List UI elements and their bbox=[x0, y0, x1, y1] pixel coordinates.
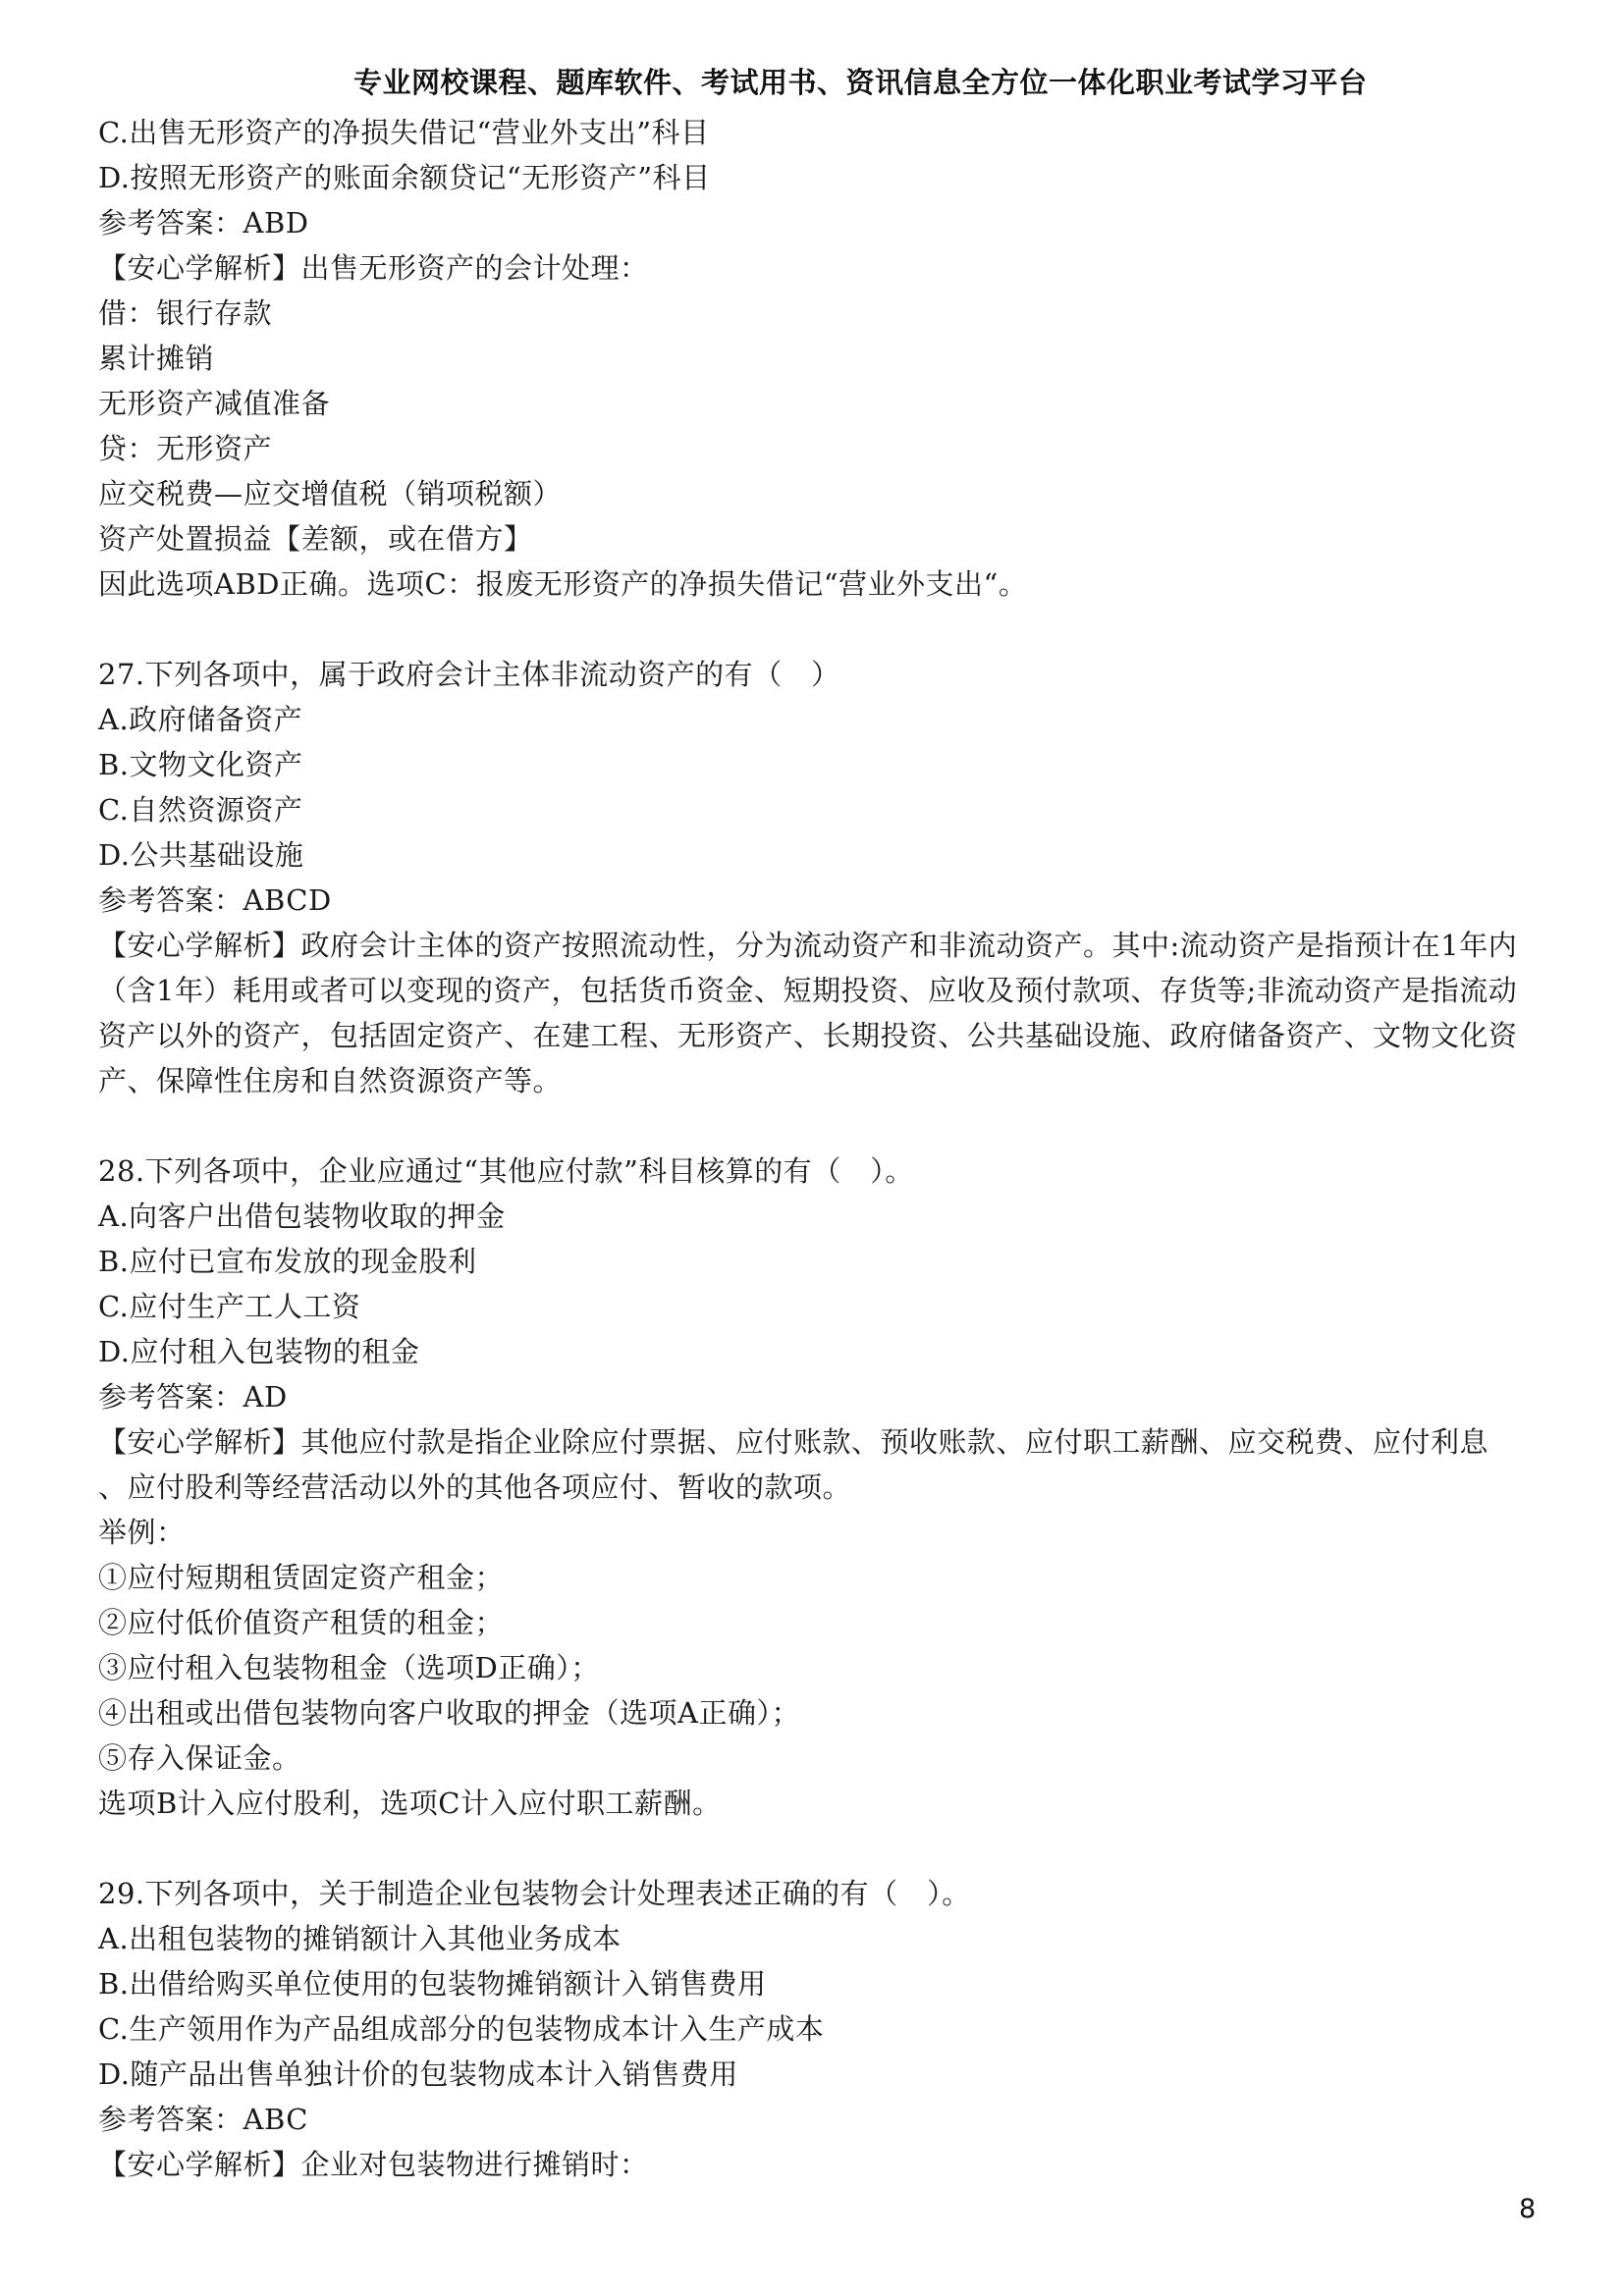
question-stem: 28.下列各项中，企业应通过“其他应付款”科目核算的有（ ）。 bbox=[98, 1154, 914, 1188]
example-item: ③应付租入包装物租金（选项D正确）； bbox=[98, 1651, 600, 1684]
example-note: 选项B计入应付股利，选项C计入应付职工薪酬。 bbox=[98, 1787, 722, 1820]
option-c: C.生产领用作为产品组成部分的包装物成本计入生产成本 bbox=[98, 2012, 825, 2046]
question-stem: 29.下列各项中，关于制造企业包装物会计处理表述正确的有（ ）。 bbox=[98, 1877, 971, 1910]
option-d: D.按照无形资产的账面余额贷记“无形资产”科目 bbox=[98, 161, 711, 194]
example-item: ④出租或出借包装物向客户收取的押金（选项A正确）； bbox=[98, 1696, 800, 1730]
question-29 bbox=[98, 1871, 1522, 2187]
option-d: D.应付租入包装物的租金 bbox=[98, 1335, 420, 1368]
question-28 bbox=[98, 1148, 1522, 1826]
answer: 参考答案：AD bbox=[98, 1380, 288, 1414]
question-27 bbox=[98, 652, 1522, 1103]
analysis: 【安心学解析】其他应付款是指企业除应付票据、应付账款、预收账款、应付职工薪酬、应交税费、应付利息 、应付股利等经营活动以外的其他各项应付、暂收的款项。 bbox=[98, 1425, 1489, 1504]
journal-line: 贷：无形资产 bbox=[98, 432, 273, 465]
question-26-continuation bbox=[98, 110, 1522, 607]
journal-line: 无形资产减值准备 bbox=[98, 387, 331, 420]
answer: 参考答案：ABC bbox=[98, 2103, 308, 2136]
example-item: ⑤存入保证金。 bbox=[98, 1741, 301, 1775]
conclusion: 因此选项ABD正确。选项C：报废无形资产的净损失借记“营业外支出“。 bbox=[98, 567, 1028, 601]
answer: 参考答案：ABCD bbox=[98, 883, 332, 917]
option-d: D.随产品出售单独计价的包装物成本计入销售费用 bbox=[98, 2057, 738, 2091]
option-a: A.政府储备资产 bbox=[98, 703, 303, 736]
spacer bbox=[98, 1103, 1522, 1148]
example-heading: 举例： bbox=[98, 1516, 186, 1549]
option-a: A.向客户出借包装物收取的押金 bbox=[98, 1200, 506, 1233]
option-c: C.自然资源资产 bbox=[98, 793, 303, 827]
journal-line: 资产处置损益【差额，或在借方】 bbox=[98, 522, 533, 556]
option-b: B.出借给购买单位使用的包装物摊销额计入销售费用 bbox=[98, 1967, 767, 2001]
journal-line: 累计摊销 bbox=[98, 342, 215, 375]
answer: 参考答案：ABD bbox=[98, 206, 309, 240]
question-stem: 27.下列各项中，属于政府会计主体非流动资产的有（ ） bbox=[98, 658, 840, 691]
option-a: A.出租包装物的摊销额计入其他业务成本 bbox=[98, 1922, 622, 1955]
option-d: D.公共基础设施 bbox=[98, 838, 304, 872]
journal-line: 应交税费—应交增值税（销项税额） bbox=[98, 477, 563, 510]
analysis: 【安心学解析】政府会计主体的资产按照流动性，分为流动资产和非流动资产。其中:流动资产是指预计在1年内（含1年）耗用或者可以变现的资产，包括货币资金、短期投资、应收及预付款项、存货等;非流动资产是指流动资产以外的资产，包括固定资产、在建工程、无形资产、长期投资、公共基础设施、政府储备资产、文物文化资产、保障性住房和自然资源资产等。 bbox=[98, 929, 1518, 1097]
option-b: B.文物文化资产 bbox=[98, 748, 303, 781]
option-c: C.出售无形资产的净损失借记“营业外支出”科目 bbox=[98, 116, 710, 149]
example-item: ①应付短期租赁固定资产租金； bbox=[98, 1561, 505, 1594]
page-header: 专业网校课程、题库软件、考试用书、资讯信息全方位一体化职业考试学习平台 bbox=[353, 66, 1368, 99]
spacer bbox=[98, 1826, 1522, 1871]
option-c: C.应付生产工人工资 bbox=[98, 1290, 361, 1323]
page-number: 8 bbox=[1519, 2194, 1537, 2224]
analysis: 【安心学解析】企业对包装物进行摊销时： bbox=[98, 2148, 649, 2181]
example-item: ②应付低价值资产租赁的租金； bbox=[98, 1606, 505, 1639]
spacer bbox=[98, 607, 1522, 652]
document-body bbox=[98, 110, 1522, 2187]
analysis-title: 【安心学解析】出售无形资产的会计处理： bbox=[98, 251, 649, 285]
journal-line: 借：银行存款 bbox=[98, 296, 273, 330]
option-b: B.应付已宣布发放的现金股利 bbox=[98, 1245, 477, 1278]
